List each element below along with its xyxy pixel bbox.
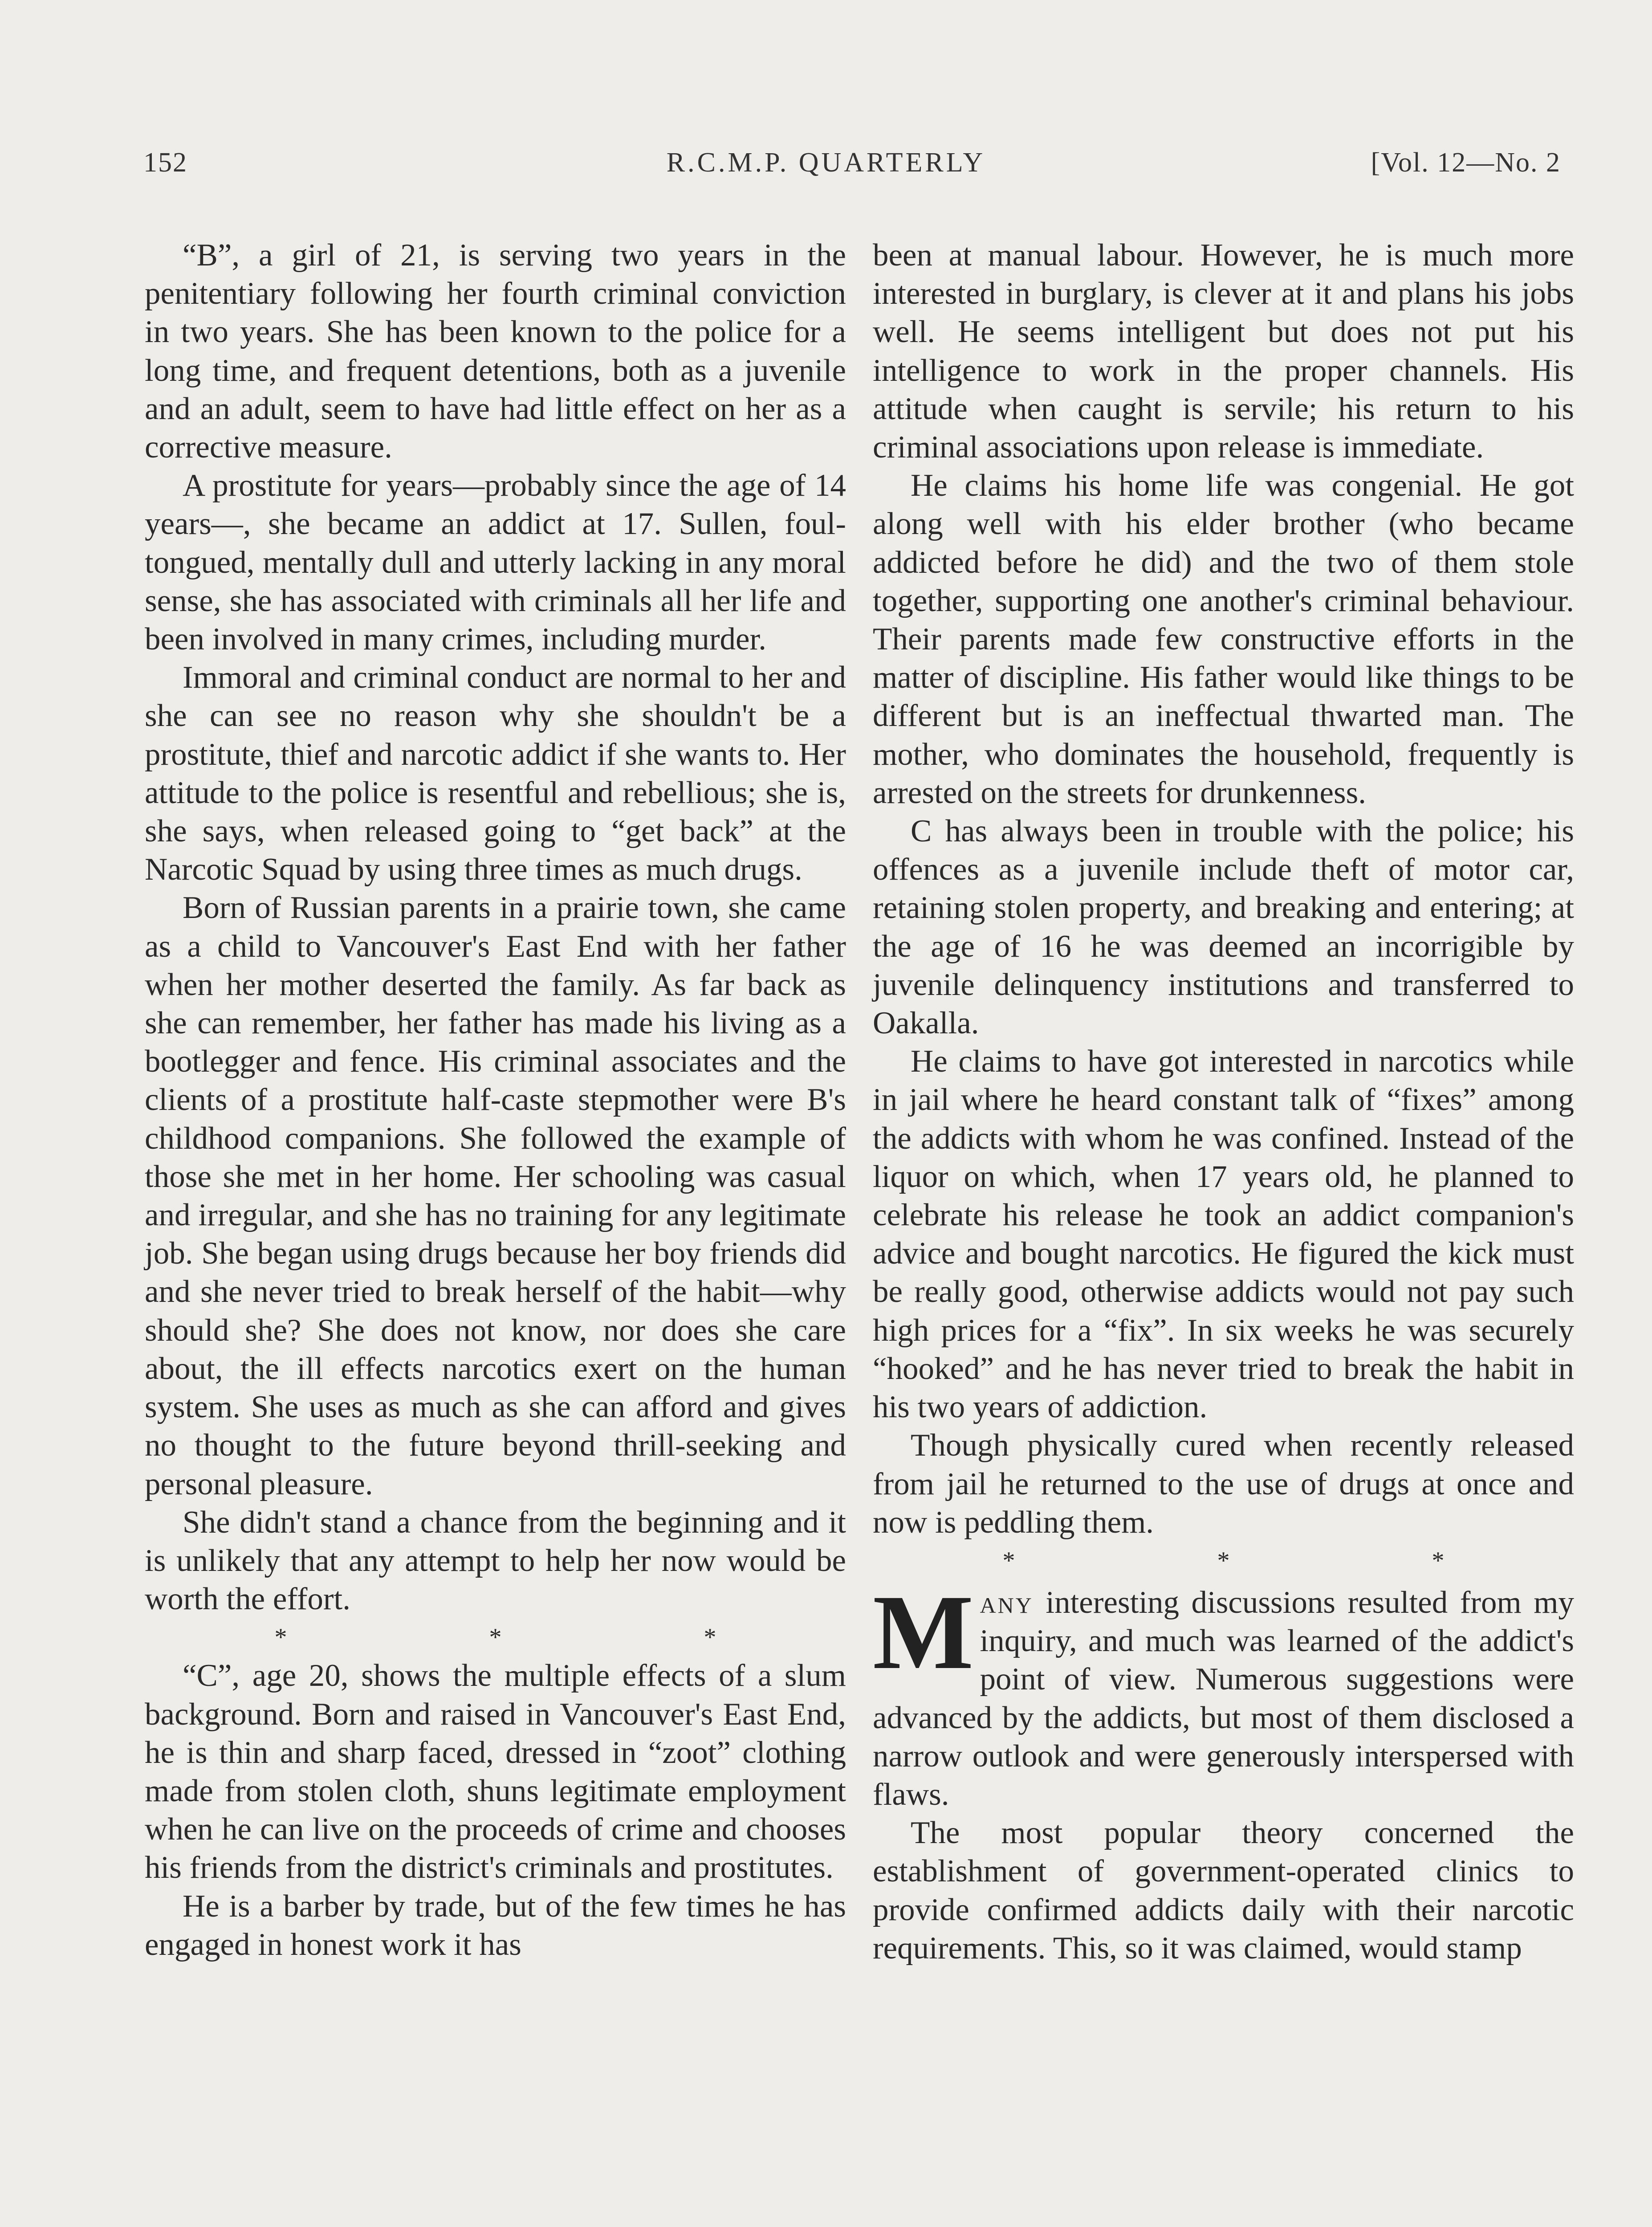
paragraph: C has always been in trouble with the police; his offences as a juvenile include theft of motor car, retaining stolen property, and breaking and entering; at the age of 16 he was deemed an incorrigible by juvenile delinquency institutions and transferred to Oakalla. [873,814,1574,1041]
section-separator: * * * [1002,1546,1542,1574]
page-number: 152 [143,147,187,178]
section-separator: * * * [274,1623,814,1652]
right-column [873,236,1574,1967]
paragraph: Born of Russian parents in a prairie town, she came as a child to Vancouver's East End with her father when her mother deserted the family. As far back as she can remember, her father has made his living as a bootlegger and fence. His criminal associates and the clients of a prostitute half-caste stepmother were B's childhood companions. She followed the example of those she met in her home. Her schooling was casual and irregular, and she has no training for any legitimate job. She began using drugs because her boy friends did and she never tried to break herself of the habit—why should she? She does not know, nor does she care about, the ill effects narcotics exert on the human system. She uses as much as she can afford and gives no thought to the future beyond thrill-seeking and personal pleasure. [145,890,846,1501]
paragraph: He claims his home life was congenial. He got along well with his elder brother (who became addicted before he did) and the two of them stole together, supporting one another's criminal behaviour. Their parents made few constructive efforts in the matter of discipline. His father would like things to be different but is an ineffectual thwarted man. The mother, who dominates the household, frequently is arrested on the streets for drunkenness. [873,468,1574,810]
paragraph: He claims to have got interested in narcotics while in jail where he heard constant talk of “fixes” among the addicts with whom he was confined. Instead of the liquor on which, when 17 years old, he planned to celebrate his release he took an addict companion's advice and bought narcotics. He figured the kick must be really good, otherwise addicts would not pay such high prices for a “fix”. In six weeks he was securely “hooked” and he has never tried to break the habit in his two years of addiction. [873,1044,1574,1425]
volume-label: [Vol. 12—No. 2 [1371,147,1561,178]
paragraph: Immoral and criminal conduct are normal to her and she can see no reason why she shouldn't be a prostitute, thief and narcotic addict if she wants to. Her attitude to the police is resentful and rebellious; she is, she says, when released going to “get back” at the Narcotic Squad by using three times as much drugs. [145,660,846,887]
drop-cap: M [873,1572,972,1691]
paragraph: Though physically cured when recently released from jail he returned to the use of drugs at once and now is peddling them. [873,1428,1574,1540]
paragraph-text: interesting discussions resulted from my inquiry, and much was learned of the addict's point of view. Numerous suggestions were advanced by the addicts, but most of them disclosed a narrow outlook and were generously interspersed with flaws. [873,1585,1574,1812]
paragraph: been at manual labour. However, he is much more interested in burglary, is clever at it and plans his jobs well. He seems intelligent but does not put his intelligence to work in the proper channels. His attitude when caught is servile; his return to his criminal associations upon release is immediate. [873,238,1574,465]
paragraph: The most popular theory concerned the establishment of government-operated clinics to provide confirmed addicts daily with their narcotic requirements. This, so it was claimed, would stamp [873,1815,1574,1966]
paragraph: He is a barber by trade, but of the few times he has engaged in honest work it has [145,1888,846,1962]
small-caps-lead: any [980,1585,1034,1620]
paragraph: She didn't stand a chance from the beginning and it is unlikely that any attempt to help her now would be worth the effort. [145,1505,846,1617]
running-title: R.C.M.P. QUARTERLY [666,147,986,178]
paragraph: “C”, age 20, shows the multiple effects of a slum background. Born and raised in Vancouver's East End, he is thin and sharp faced, dressed in “zoot” clothing made from stolen cloth, shuns legitimate employment when he can live on the proceeds of crime and chooses his friends from the district's criminals and prostitutes. [145,1658,846,1885]
left-column [145,236,846,1964]
paragraph: “B”, a girl of 21, is serving two years in the penitentiary following her fourth criminal conviction in two years. She has been known to the police for a long time, and frequent detentions, both as a juvenile and an adult, seem to have had little effect on her as a corrective measure. [145,238,846,465]
paragraph-dropcap [873,1572,1574,1814]
paragraph: A prostitute for years—probably since the age of 14 years—, she became an addict at 17. Sullen, foul-tongued, mentally dull and utterly lacking in any moral sense, she has associated with criminals all her life and been involved in many crimes, including murder. [145,468,846,657]
